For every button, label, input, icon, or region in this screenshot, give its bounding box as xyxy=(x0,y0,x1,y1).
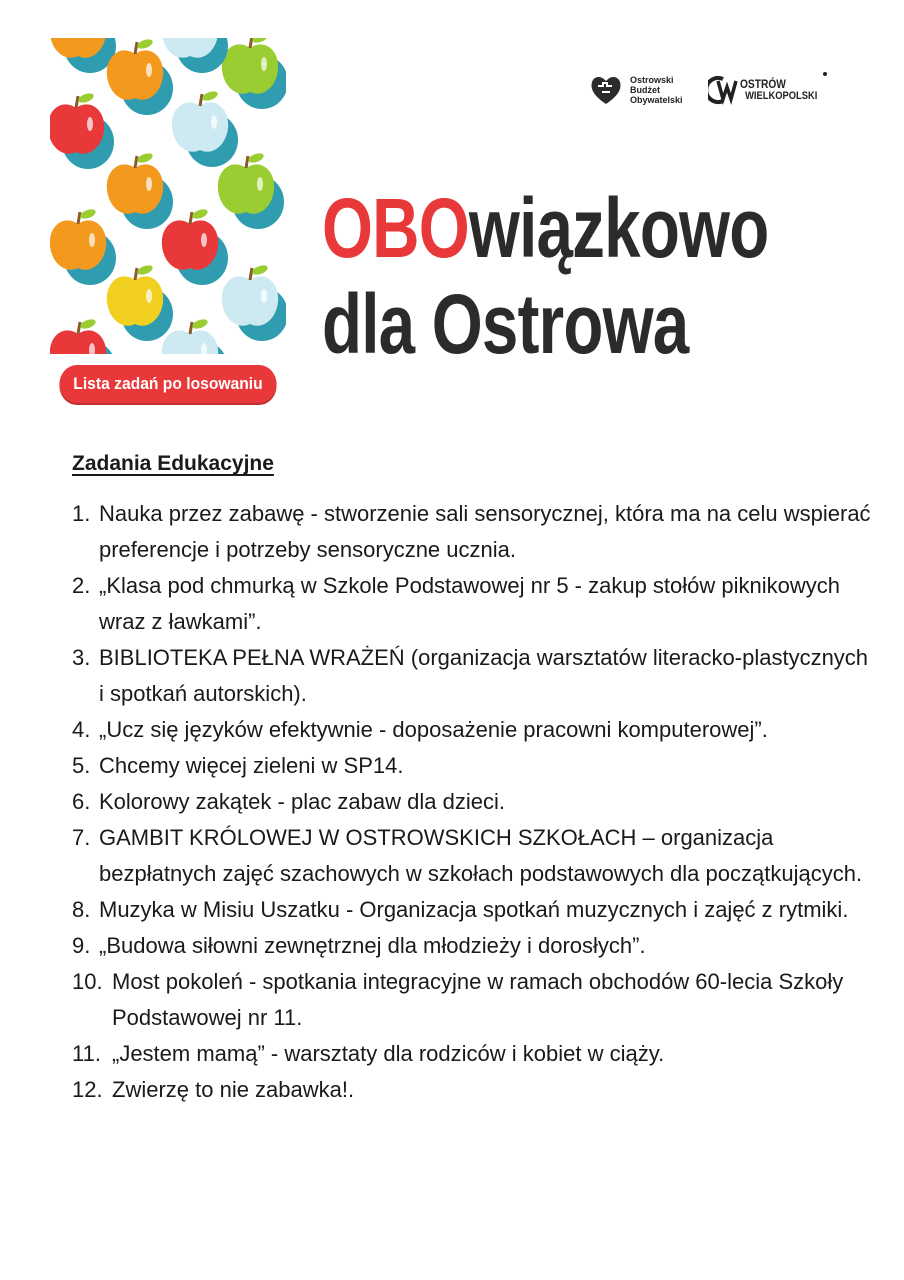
task-text: Zwierzę to nie zabawka!. xyxy=(112,1077,355,1102)
apple-icon xyxy=(222,264,286,341)
section-title: Zadania Edukacyjne xyxy=(72,452,274,475)
task-item xyxy=(72,748,872,784)
city-logo-line2: WIELKOPOLSKI xyxy=(745,90,818,102)
task-text: Muzyka w Misiu Uszatku - Organizacja spotkań muzycznych i zajęć z rytmiki. xyxy=(99,897,849,922)
task-text: „Jestem mamą” - warsztaty dla rodziców i kobiet w ciąży. xyxy=(112,1041,665,1066)
headline-rest-part: wiązkowo xyxy=(468,181,769,275)
apple-icon xyxy=(162,208,228,285)
task-item xyxy=(72,640,872,712)
task-text: Chcemy więcej zieleni w SP14. xyxy=(99,753,404,778)
city-logo xyxy=(708,70,831,110)
task-text: GAMBIT KRÓLOWEJ W OSTROWSKICH SZKOŁACH – organizacja bezpłatnych zajęć szachowych w szkołach podstawowych dla początkujących. xyxy=(99,825,863,886)
task-item xyxy=(72,928,872,964)
apple-icon xyxy=(107,152,173,229)
task-number: 7. xyxy=(72,825,91,850)
headline-line1 xyxy=(322,180,769,276)
apple-icon xyxy=(50,318,116,354)
obo-logo-line3: Obywatelski xyxy=(630,95,683,105)
task-number: 6. xyxy=(72,789,91,814)
task-text: Nauka przez zabawę - stworzenie sali sensorycznej, która ma na celu wspierać preferencje i potrzeby sensoryczne ucznia. xyxy=(99,501,871,562)
task-list xyxy=(72,496,872,1108)
apple-icon xyxy=(222,38,286,109)
apple-icon xyxy=(107,264,173,341)
task-text: Kolorowy zakątek - plac zabaw dla dzieci. xyxy=(99,789,505,814)
task-text: „Ucz się języków efektywnie - doposażenie pracowni komputerowej”. xyxy=(99,717,768,742)
apple-icon xyxy=(107,38,173,115)
apple-icon xyxy=(50,38,116,73)
apple-icon xyxy=(162,318,228,354)
task-number: 3. xyxy=(72,645,91,670)
apple-icon xyxy=(172,90,238,167)
task-item xyxy=(72,1072,872,1108)
task-item xyxy=(72,568,872,640)
task-item xyxy=(72,712,872,748)
city-logo-line1: OSTRÓW xyxy=(740,77,786,91)
task-number: 1. xyxy=(72,501,91,526)
obo-logo-line1: Ostrowski xyxy=(630,75,674,85)
task-text: Most pokoleń - spotkania integracyjne w ramach obchodów 60-lecia Szkoły Podstawowej nr 11. xyxy=(112,969,844,1030)
apple-icon xyxy=(162,38,228,73)
apple-icon xyxy=(50,92,114,169)
task-number: 2. xyxy=(72,573,91,598)
headline-red-part: OBO xyxy=(322,181,469,275)
task-item xyxy=(72,892,872,928)
task-number: 5. xyxy=(72,753,91,778)
logo-star-dot xyxy=(823,72,827,76)
task-item xyxy=(72,964,872,1036)
task-number: 10. xyxy=(72,969,103,994)
task-item xyxy=(72,820,872,892)
task-item xyxy=(72,1036,872,1072)
task-item xyxy=(72,496,872,568)
task-number: 11. xyxy=(72,1041,101,1066)
task-text: „Klasa pod chmurką w Szkole Podstawowej nr 5 - zakup stołów piknikowych wraz z ławkami”. xyxy=(99,573,840,634)
task-number: 8. xyxy=(72,897,91,922)
cw-monogram-icon xyxy=(708,73,738,107)
list-badge: Lista zadań po losowaniu xyxy=(59,365,276,403)
apple-pattern-illustration xyxy=(50,38,286,354)
task-text: BIBLIOTEKA PEŁNA WRAŻEŃ (organizacja warsztatów literacko-plastycznych i spotkań autorskich). xyxy=(99,645,869,706)
apple-icon xyxy=(218,152,284,229)
apple-pattern-poster xyxy=(50,38,286,354)
headline-line2: dla Ostrowa xyxy=(322,277,689,371)
task-text: „Budowa siłowni zewnętrznej dla młodzieży i dorosłych”. xyxy=(99,933,646,958)
task-number: 4. xyxy=(72,717,91,742)
obo-logo-line2: Budżet xyxy=(630,85,660,95)
task-number: 12. xyxy=(72,1077,103,1102)
task-number: 9. xyxy=(72,933,91,958)
obo-logo xyxy=(588,70,683,110)
task-item xyxy=(72,784,872,820)
headline xyxy=(322,180,769,372)
puzzle-heart-icon xyxy=(588,72,624,108)
apple-icon xyxy=(50,208,116,285)
